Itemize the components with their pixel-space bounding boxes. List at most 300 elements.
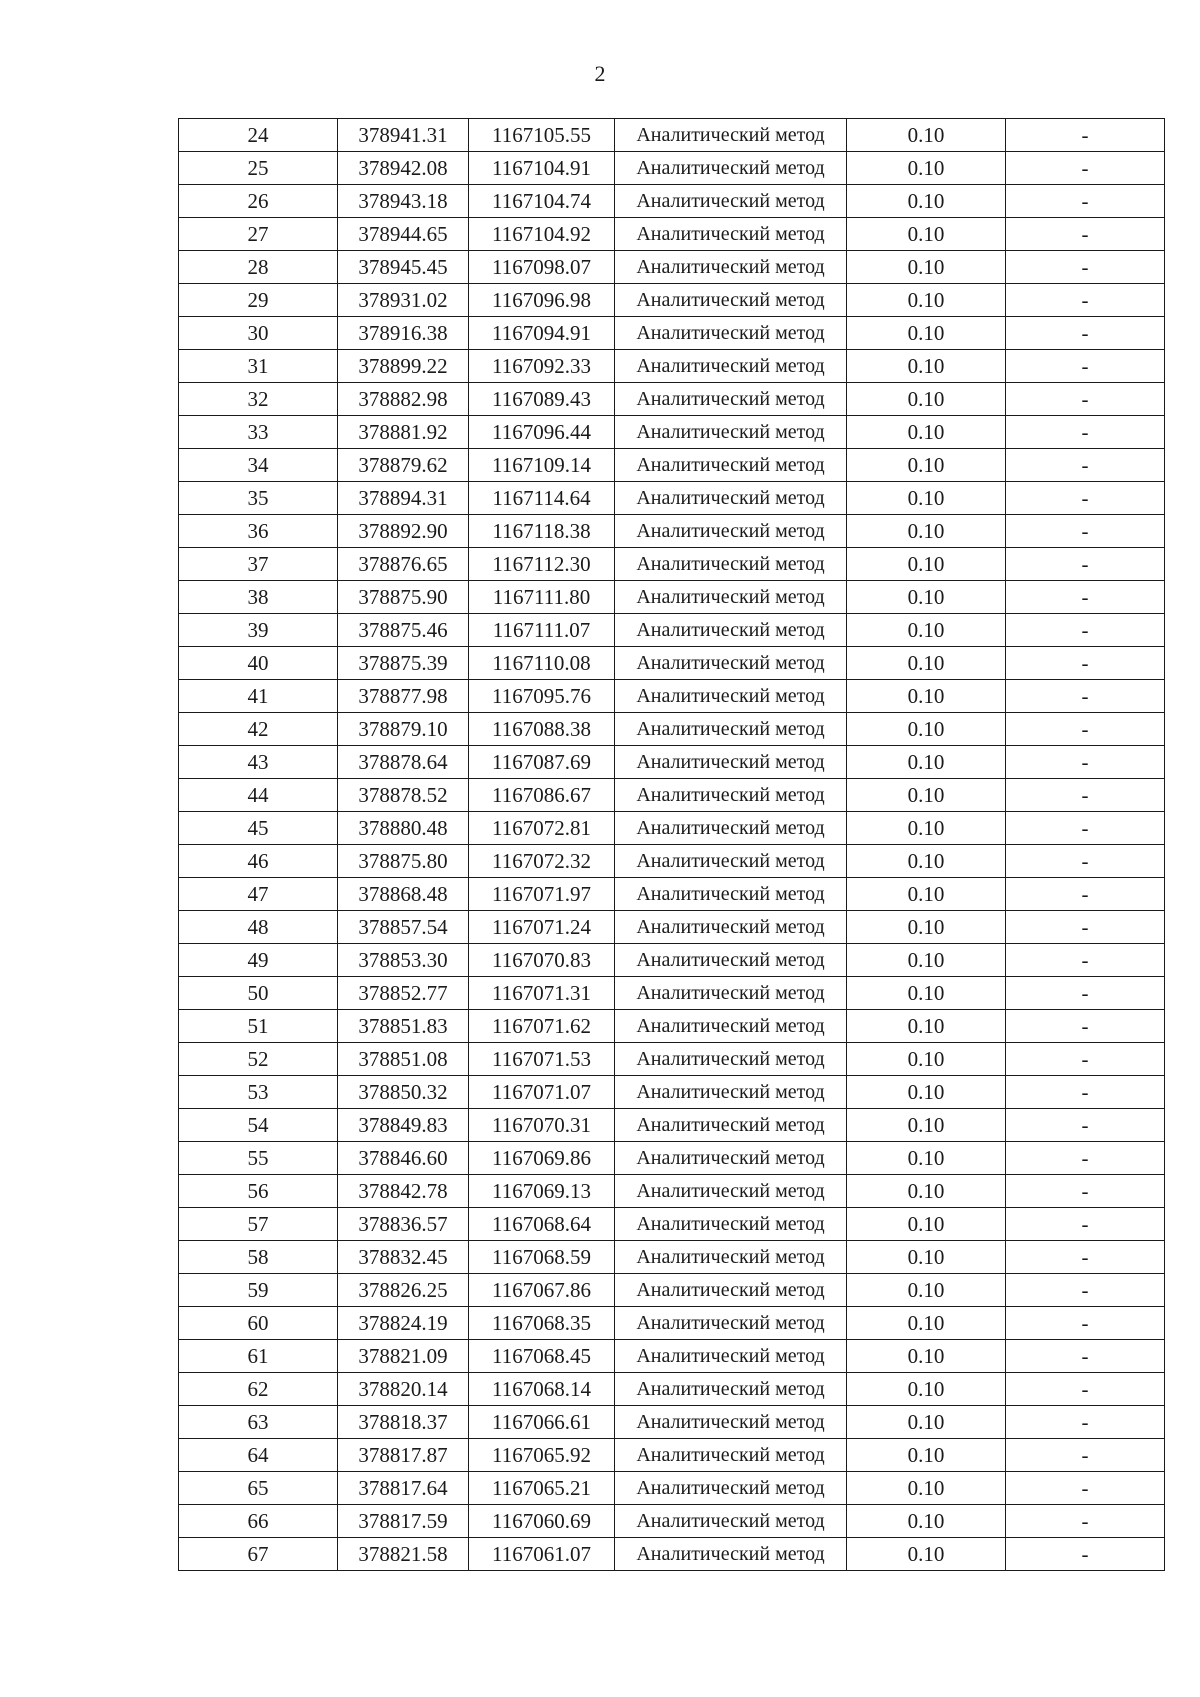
method-cell: Аналитический метод [615,350,847,383]
description-cell: - [1006,647,1165,680]
description-cell: - [1006,218,1165,251]
coordinate-x-cell: 378941.31 [338,119,469,152]
table-row [179,1010,1165,1043]
description-cell: - [1006,1109,1165,1142]
table-row [179,1142,1165,1175]
point-number-cell: 66 [179,1505,338,1538]
accuracy-cell: 0.10 [847,1538,1006,1571]
coordinate-y-cell: 1167070.31 [469,1109,615,1142]
coordinate-x-cell: 378852.77 [338,977,469,1010]
coordinate-y-cell: 1167071.31 [469,977,615,1010]
accuracy-cell: 0.10 [847,152,1006,185]
coordinate-x-cell: 378853.30 [338,944,469,977]
coordinate-x-cell: 378877.98 [338,680,469,713]
page-number: 2 [594,61,606,86]
table-row [179,152,1165,185]
description-cell: - [1006,1010,1165,1043]
table-row [179,1373,1165,1406]
method-cell: Аналитический метод [615,251,847,284]
accuracy-cell: 0.10 [847,251,1006,284]
description-cell: - [1006,1274,1165,1307]
table-row [179,1340,1165,1373]
method-cell: Аналитический метод [615,1241,847,1274]
coordinate-y-cell: 1167065.92 [469,1439,615,1472]
method-cell: Аналитический метод [615,1043,847,1076]
coordinate-y-cell: 1167087.69 [469,746,615,779]
coordinate-y-cell: 1167104.74 [469,185,615,218]
table-row [179,350,1165,383]
description-cell: - [1006,1373,1165,1406]
method-cell: Аналитический метод [615,1373,847,1406]
coordinate-y-cell: 1167068.64 [469,1208,615,1241]
accuracy-cell: 0.10 [847,317,1006,350]
table-row [179,977,1165,1010]
table-row [179,581,1165,614]
accuracy-cell: 0.10 [847,1439,1006,1472]
coordinate-x-cell: 378944.65 [338,218,469,251]
description-cell: - [1006,350,1165,383]
method-cell: Аналитический метод [615,185,847,218]
coordinate-y-cell: 1167067.86 [469,1274,615,1307]
coordinate-x-cell: 378916.38 [338,317,469,350]
point-number-cell: 28 [179,251,338,284]
point-number-cell: 40 [179,647,338,680]
point-number-cell: 65 [179,1472,338,1505]
accuracy-cell: 0.10 [847,977,1006,1010]
coordinate-y-cell: 1167118.38 [469,515,615,548]
description-cell: - [1006,581,1165,614]
description-cell: - [1006,977,1165,1010]
method-cell: Аналитический метод [615,284,847,317]
table-row [179,1472,1165,1505]
table-row [179,1406,1165,1439]
coordinate-x-cell: 378821.09 [338,1340,469,1373]
accuracy-cell: 0.10 [847,878,1006,911]
coordinate-y-cell: 1167112.30 [469,548,615,581]
description-cell: - [1006,152,1165,185]
coordinate-x-cell: 378894.31 [338,482,469,515]
coordinate-x-cell: 378817.87 [338,1439,469,1472]
coordinate-y-cell: 1167114.64 [469,482,615,515]
method-cell: Аналитический метод [615,482,847,515]
method-cell: Аналитический метод [615,449,847,482]
coordinate-x-cell: 378892.90 [338,515,469,548]
coordinate-x-cell: 378878.52 [338,779,469,812]
description-cell: - [1006,614,1165,647]
method-cell: Аналитический метод [615,746,847,779]
method-cell: Аналитический метод [615,977,847,1010]
point-number-cell: 51 [179,1010,338,1043]
accuracy-cell: 0.10 [847,1142,1006,1175]
point-number-cell: 25 [179,152,338,185]
accuracy-cell: 0.10 [847,515,1006,548]
table-row [179,812,1165,845]
description-cell: - [1006,1241,1165,1274]
point-number-cell: 39 [179,614,338,647]
point-number-cell: 63 [179,1406,338,1439]
method-cell: Аналитический метод [615,647,847,680]
coordinate-x-cell: 378876.65 [338,548,469,581]
method-cell: Аналитический метод [615,1307,847,1340]
description-cell: - [1006,383,1165,416]
accuracy-cell: 0.10 [847,614,1006,647]
description-cell: - [1006,185,1165,218]
table-row [179,482,1165,515]
accuracy-cell: 0.10 [847,1010,1006,1043]
coordinate-x-cell: 378878.64 [338,746,469,779]
point-number-cell: 58 [179,1241,338,1274]
description-cell: - [1006,548,1165,581]
point-number-cell: 42 [179,713,338,746]
method-cell: Аналитический метод [615,152,847,185]
method-cell: Аналитический метод [615,1406,847,1439]
description-cell: - [1006,812,1165,845]
coordinate-y-cell: 1167111.07 [469,614,615,647]
description-cell: - [1006,713,1165,746]
description-cell: - [1006,1538,1165,1571]
coordinate-x-cell: 378882.98 [338,383,469,416]
point-number-cell: 33 [179,416,338,449]
table-row [179,284,1165,317]
accuracy-cell: 0.10 [847,812,1006,845]
description-cell: - [1006,284,1165,317]
table-row [179,1175,1165,1208]
table-row [179,1538,1165,1571]
coordinate-x-cell: 378931.02 [338,284,469,317]
coordinate-x-cell: 378875.80 [338,845,469,878]
point-number-cell: 61 [179,1340,338,1373]
point-number-cell: 55 [179,1142,338,1175]
coordinate-x-cell: 378817.59 [338,1505,469,1538]
point-number-cell: 54 [179,1109,338,1142]
coordinate-y-cell: 1167060.69 [469,1505,615,1538]
description-cell: - [1006,449,1165,482]
table-row [179,1241,1165,1274]
coordinate-y-cell: 1167088.38 [469,713,615,746]
coordinate-y-cell: 1167068.35 [469,1307,615,1340]
point-number-cell: 27 [179,218,338,251]
accuracy-cell: 0.10 [847,350,1006,383]
coordinate-y-cell: 1167071.07 [469,1076,615,1109]
accuracy-cell: 0.10 [847,1175,1006,1208]
description-cell: - [1006,911,1165,944]
coordinate-x-cell: 378881.92 [338,416,469,449]
table-row [179,647,1165,680]
table-row [179,383,1165,416]
coordinate-x-cell: 378880.48 [338,812,469,845]
table-row [179,1109,1165,1142]
point-number-cell: 31 [179,350,338,383]
point-number-cell: 56 [179,1175,338,1208]
point-number-cell: 24 [179,119,338,152]
coordinate-y-cell: 1167089.43 [469,383,615,416]
description-cell: - [1006,680,1165,713]
coordinate-y-cell: 1167110.08 [469,647,615,680]
method-cell: Аналитический метод [615,845,847,878]
table-row [179,680,1165,713]
accuracy-cell: 0.10 [847,779,1006,812]
method-cell: Аналитический метод [615,1274,847,1307]
accuracy-cell: 0.10 [847,449,1006,482]
accuracy-cell: 0.10 [847,1109,1006,1142]
table-row [179,614,1165,647]
point-number-cell: 32 [179,383,338,416]
coordinate-y-cell: 1167061.07 [469,1538,615,1571]
table-row [179,449,1165,482]
accuracy-cell: 0.10 [847,1307,1006,1340]
table-row [179,746,1165,779]
point-number-cell: 64 [179,1439,338,1472]
coordinate-x-cell: 378824.19 [338,1307,469,1340]
point-number-cell: 29 [179,284,338,317]
accuracy-cell: 0.10 [847,119,1006,152]
coordinate-x-cell: 378826.25 [338,1274,469,1307]
coordinates-table [178,118,1165,1571]
coordinate-x-cell: 378899.22 [338,350,469,383]
accuracy-cell: 0.10 [847,1076,1006,1109]
method-cell: Аналитический метод [615,1505,847,1538]
coordinate-y-cell: 1167071.53 [469,1043,615,1076]
method-cell: Аналитический метод [615,713,847,746]
point-number-cell: 50 [179,977,338,1010]
method-cell: Аналитический метод [615,878,847,911]
method-cell: Аналитический метод [615,416,847,449]
point-number-cell: 26 [179,185,338,218]
description-cell: - [1006,1076,1165,1109]
accuracy-cell: 0.10 [847,647,1006,680]
table-row [179,845,1165,878]
method-cell: Аналитический метод [615,119,847,152]
coordinate-x-cell: 378850.32 [338,1076,469,1109]
coordinate-y-cell: 1167111.80 [469,581,615,614]
coordinate-x-cell: 378879.10 [338,713,469,746]
accuracy-cell: 0.10 [847,1241,1006,1274]
coordinate-y-cell: 1167070.83 [469,944,615,977]
method-cell: Аналитический метод [615,548,847,581]
coordinate-x-cell: 378875.46 [338,614,469,647]
point-number-cell: 62 [179,1373,338,1406]
table-row [179,1505,1165,1538]
coordinate-y-cell: 1167066.61 [469,1406,615,1439]
coordinate-y-cell: 1167071.24 [469,911,615,944]
coordinate-y-cell: 1167068.59 [469,1241,615,1274]
coordinate-x-cell: 378868.48 [338,878,469,911]
method-cell: Аналитический метод [615,1175,847,1208]
point-number-cell: 53 [179,1076,338,1109]
method-cell: Аналитический метод [615,614,847,647]
coordinate-y-cell: 1167069.86 [469,1142,615,1175]
coordinate-y-cell: 1167096.98 [469,284,615,317]
table-row [179,416,1165,449]
accuracy-cell: 0.10 [847,1274,1006,1307]
coordinate-x-cell: 378817.64 [338,1472,469,1505]
description-cell: - [1006,1175,1165,1208]
description-cell: - [1006,416,1165,449]
table-row [179,1274,1165,1307]
table-row [179,119,1165,152]
point-number-cell: 57 [179,1208,338,1241]
coordinate-y-cell: 1167109.14 [469,449,615,482]
method-cell: Аналитический метод [615,218,847,251]
coordinate-y-cell: 1167072.81 [469,812,615,845]
coordinate-x-cell: 378846.60 [338,1142,469,1175]
method-cell: Аналитический метод [615,680,847,713]
accuracy-cell: 0.10 [847,1208,1006,1241]
coordinate-y-cell: 1167105.55 [469,119,615,152]
coordinate-y-cell: 1167086.67 [469,779,615,812]
method-cell: Аналитический метод [615,812,847,845]
coordinate-y-cell: 1167096.44 [469,416,615,449]
coordinate-x-cell: 378836.57 [338,1208,469,1241]
accuracy-cell: 0.10 [847,218,1006,251]
description-cell: - [1006,119,1165,152]
description-cell: - [1006,845,1165,878]
coordinate-y-cell: 1167069.13 [469,1175,615,1208]
accuracy-cell: 0.10 [847,911,1006,944]
coordinate-y-cell: 1167098.07 [469,251,615,284]
description-cell: - [1006,1472,1165,1505]
point-number-cell: 59 [179,1274,338,1307]
table-row [179,548,1165,581]
table-row [179,251,1165,284]
table-row [179,878,1165,911]
method-cell: Аналитический метод [615,515,847,548]
method-cell: Аналитический метод [615,944,847,977]
table-row [179,1307,1165,1340]
coordinate-x-cell: 378851.08 [338,1043,469,1076]
description-cell: - [1006,1142,1165,1175]
method-cell: Аналитический метод [615,581,847,614]
point-number-cell: 46 [179,845,338,878]
accuracy-cell: 0.10 [847,482,1006,515]
coordinate-y-cell: 1167071.97 [469,878,615,911]
coordinate-y-cell: 1167104.92 [469,218,615,251]
coordinate-x-cell: 378942.08 [338,152,469,185]
accuracy-cell: 0.10 [847,944,1006,977]
table-row [179,317,1165,350]
point-number-cell: 48 [179,911,338,944]
coordinate-x-cell: 378818.37 [338,1406,469,1439]
coordinate-x-cell: 378945.45 [338,251,469,284]
coordinate-y-cell: 1167094.91 [469,317,615,350]
method-cell: Аналитический метод [615,1010,847,1043]
description-cell: - [1006,1307,1165,1340]
description-cell: - [1006,482,1165,515]
coordinate-x-cell: 378857.54 [338,911,469,944]
accuracy-cell: 0.10 [847,1406,1006,1439]
table-row [179,1208,1165,1241]
method-cell: Аналитический метод [615,383,847,416]
table-row [179,515,1165,548]
accuracy-cell: 0.10 [847,383,1006,416]
point-number-cell: 49 [179,944,338,977]
coordinate-x-cell: 378849.83 [338,1109,469,1142]
table-row [179,779,1165,812]
table-row [179,218,1165,251]
accuracy-cell: 0.10 [847,1340,1006,1373]
table-row [179,185,1165,218]
point-number-cell: 41 [179,680,338,713]
accuracy-cell: 0.10 [847,713,1006,746]
accuracy-cell: 0.10 [847,1373,1006,1406]
coordinate-x-cell: 378875.39 [338,647,469,680]
point-number-cell: 67 [179,1538,338,1571]
point-number-cell: 47 [179,878,338,911]
method-cell: Аналитический метод [615,1142,847,1175]
coordinate-y-cell: 1167068.45 [469,1340,615,1373]
point-number-cell: 52 [179,1043,338,1076]
coordinates-table-body [179,119,1165,1571]
point-number-cell: 44 [179,779,338,812]
description-cell: - [1006,317,1165,350]
description-cell: - [1006,1406,1165,1439]
coordinate-x-cell: 378821.58 [338,1538,469,1571]
point-number-cell: 38 [179,581,338,614]
point-number-cell: 43 [179,746,338,779]
method-cell: Аналитический метод [615,317,847,350]
point-number-cell: 35 [179,482,338,515]
description-cell: - [1006,251,1165,284]
coordinate-x-cell: 378943.18 [338,185,469,218]
point-number-cell: 36 [179,515,338,548]
description-cell: - [1006,1340,1165,1373]
description-cell: - [1006,1208,1165,1241]
accuracy-cell: 0.10 [847,416,1006,449]
description-cell: - [1006,1043,1165,1076]
point-number-cell: 37 [179,548,338,581]
accuracy-cell: 0.10 [847,548,1006,581]
description-cell: - [1006,878,1165,911]
table-row [179,911,1165,944]
accuracy-cell: 0.10 [847,185,1006,218]
description-cell: - [1006,1505,1165,1538]
accuracy-cell: 0.10 [847,1472,1006,1505]
coordinate-y-cell: 1167104.91 [469,152,615,185]
coordinate-y-cell: 1167095.76 [469,680,615,713]
table-row [179,713,1165,746]
accuracy-cell: 0.10 [847,746,1006,779]
coordinate-x-cell: 378842.78 [338,1175,469,1208]
method-cell: Аналитический метод [615,779,847,812]
coordinate-x-cell: 378851.83 [338,1010,469,1043]
point-number-cell: 30 [179,317,338,350]
method-cell: Аналитический метод [615,1340,847,1373]
method-cell: Аналитический метод [615,1472,847,1505]
table-row [179,1439,1165,1472]
coordinate-y-cell: 1167092.33 [469,350,615,383]
table-row [179,944,1165,977]
accuracy-cell: 0.10 [847,581,1006,614]
method-cell: Аналитический метод [615,1076,847,1109]
coordinate-x-cell: 378879.62 [338,449,469,482]
coordinate-y-cell: 1167071.62 [469,1010,615,1043]
accuracy-cell: 0.10 [847,845,1006,878]
coordinate-y-cell: 1167068.14 [469,1373,615,1406]
description-cell: - [1006,1439,1165,1472]
description-cell: - [1006,779,1165,812]
accuracy-cell: 0.10 [847,284,1006,317]
description-cell: - [1006,944,1165,977]
accuracy-cell: 0.10 [847,680,1006,713]
point-number-cell: 34 [179,449,338,482]
description-cell: - [1006,515,1165,548]
point-number-cell: 60 [179,1307,338,1340]
accuracy-cell: 0.10 [847,1043,1006,1076]
coordinate-y-cell: 1167065.21 [469,1472,615,1505]
method-cell: Аналитический метод [615,911,847,944]
table-row [179,1076,1165,1109]
method-cell: Аналитический метод [615,1208,847,1241]
